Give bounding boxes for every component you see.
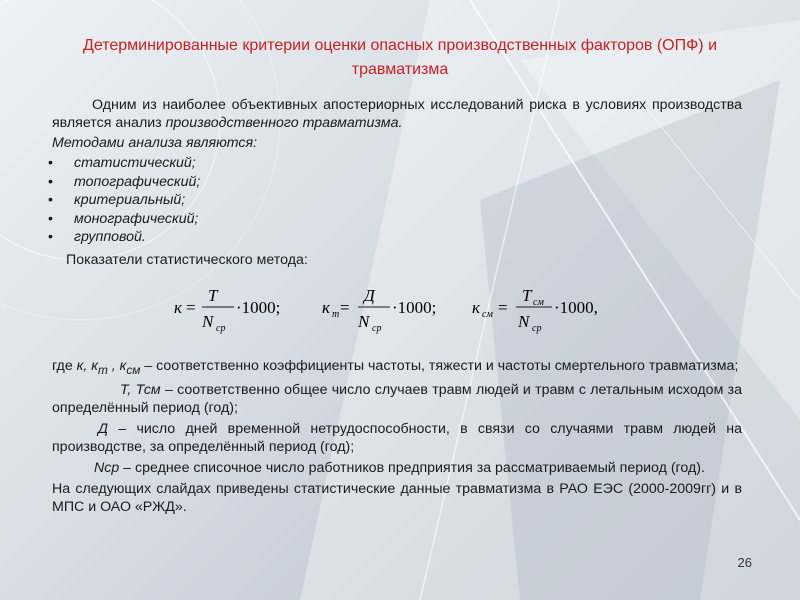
intro-emphasis: производственного травматизма. [165, 115, 403, 131]
page-number: 26 [737, 555, 752, 570]
method-item: • статистический; [52, 154, 742, 173]
methods-list [52, 154, 742, 247]
closing-paragraph: На следующих слайдах приведены статистические данные травматизма в РАО ЕЭС (2000-2009гг) и в МПС и ОАО «РЖД». [52, 481, 742, 516]
formula-block [52, 279, 742, 341]
definition-n: Nср – среднее списочное число работников предприятия за рассматриваемый период (год). [94, 460, 705, 477]
f1-den: N [202, 311, 214, 331]
f3-lhs-sub: см [482, 308, 493, 320]
f1-lhs: к [174, 297, 182, 317]
f3-num-sub: см [533, 296, 544, 308]
f2-lhs-sub: т [332, 308, 340, 320]
f2-lhs: к [322, 297, 330, 317]
f3-den-sub: ср [532, 322, 542, 334]
f1-factor: ·1000; [236, 297, 281, 317]
slide-body [52, 96, 742, 519]
f2-den: N [358, 311, 370, 331]
method-item: • монографический; [52, 210, 742, 229]
f2-factor: ·1000; [392, 297, 437, 317]
svg-text:=: = [186, 297, 196, 317]
f2-num: Д [364, 285, 375, 305]
definition-d: Д – число дней временной нетрудоспособности, в связи со случаями травм людей на производстве, за определённый период (год); [52, 421, 742, 456]
f3-factor: ·1000, [554, 297, 598, 317]
intro-text: Одним из наиболее объективных апостериорных исследований риска в условиях производства является анализ [52, 97, 742, 131]
f1-den-sub: ср [216, 322, 226, 334]
method-item: • групповой. [52, 228, 742, 247]
svg-text:=: = [340, 297, 350, 317]
formula-svg [172, 279, 632, 341]
f3-den: N [518, 311, 530, 331]
f2-den-sub: ср [372, 322, 382, 334]
f3-lhs: к [472, 297, 480, 317]
method-item: • критериальный; [52, 191, 742, 210]
f3-num: Т [522, 285, 532, 305]
method-item: • топографический; [52, 173, 742, 192]
slide-title: Детерминированные критерии оценки опасных производственных факторов (ОПФ) и травматизма [82, 37, 717, 78]
definition-coefficients: где к, $к_т$ , $к_{см}$ – соответственно коэффициенты частоты, тяжести и частоты смертельного травматизма; [52, 357, 739, 377]
methods-heading: Методами анализа являются: [52, 135, 258, 151]
stat-heading: Показатели статистического метода: [66, 251, 308, 268]
intro-paragraph [52, 96, 742, 132]
f1-num: Т [208, 285, 218, 305]
svg-text:=: = [498, 297, 508, 317]
definitions [52, 357, 742, 517]
definition-t: Т, Тсм – соответственно общее число случаев травм людей и травм с летальным исходом за определённый период (год); [52, 382, 743, 417]
